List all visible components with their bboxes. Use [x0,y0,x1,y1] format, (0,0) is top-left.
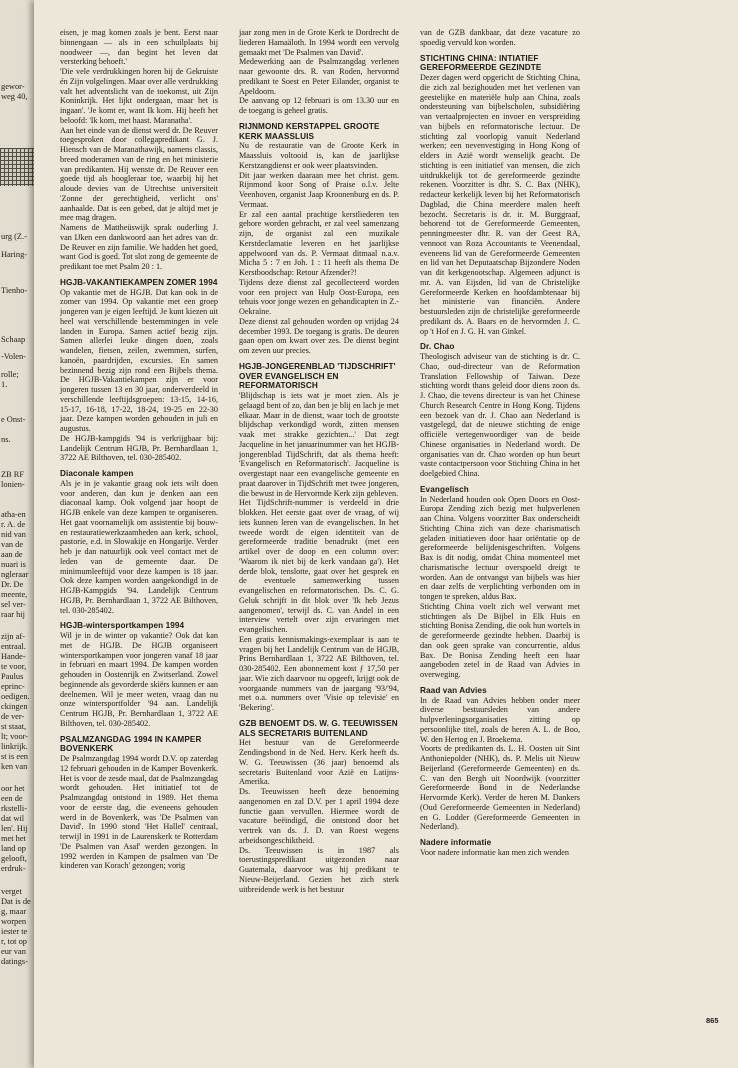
previous-page-text-fragment: Paulus [1,672,24,681]
article-heading: Evangelisch [420,484,469,494]
previous-page-text-fragment: eprinc- [1,682,25,691]
article-paragraph: Namens de Mattheüswijk sprak ouderling J. van IJken een dankwoord aan het adres van dr. De Reuver en zijn familie. We hadden het goed, want God is goed. Tot slot zong de gemeente de predikant toe met Psalm 20 : 1. [60,223,218,271]
previous-page-text-fragment: iester te [1,927,28,936]
previous-page-text-fragment: raar hij [1,610,25,619]
article-paragraph: Op vakantie met de HGJB. Dat kan ook in de zomer van 1994. Op vakantie met een groep jongeren van je eigen leeftijd. Je kunt kiezen uit heel wat verschillende bestemmingen in vele landen in Europa. Samen actief bezig zijn. Samen allerlei leuke dingen doen, zoals wandelen, fietsen, zeilen, zwemmen, surfen, kanoën, paardrijden, excursies. En samen bezinnend bezig zijn rond een Bijbels thema. De HGJB-Vakantiekampen zijn er voor jongeren tussen 13 en 30 jaar, onderverdeeld in verschillende leeftijdsgroepen: 13-15, 14-16, 15-17, 16-18, 17-22, 18-24, 19-25 en 22-30 jaar. Deze kampen worden gehouden in juli en augustus. [60,287,218,433]
previous-page-text-fragment: lonien- [1,480,25,489]
previous-page-text-fragment: len'. Hij [1,824,28,833]
article-paragraph: De aanvang op 12 februari is om 13.30 uur en de toegang is geheel gratis. [239,96,399,115]
previous-page-text-fragment: van de [1,540,24,549]
article-paragraph: Aan het einde van de dienst werd dr. De Reuver toegesproken door collegapredikant G. J. Hiensch van de Maranathawijk, namens classis, breed moderamen van de ring en het ministerie van predikanten. Hij wenste dr. De Reuver een goede tijd als hoogleraar toe, waarbij hij het aloude devies van de Utrechtse universiteit 'Zonne der gerechtigheid, verlicht ons' aanhaalde. Dat is een gebed, dat je altijd met je mee mag dragen. [60,125,218,223]
previous-page-text-fragment: entraal. [1,642,26,651]
article-paragraph: Ds. Teeuwissen is in 1987 als toerustingspredikant uitgezonden naar Guatemala, daarvoor was hij predikant te Nieuw-Beijerland. Gezien het zich sterk uitbreidende werk is het bestuur [239,845,399,894]
previous-page-text-fragment: r. A. de [1,520,26,529]
previous-page-text-fragment: oor het [1,784,25,793]
article-paragraph: eisen, je mag komen zoals je bent. Eerst naar binnengaan — als in een schuilplaats bij noodweer —, dan begint het leven dat versterking behoeft.' [60,28,218,67]
article-paragraph: jaar zong men in de Grote Kerk te Dordrecht de liederen Hamaäloth. In 1994 wordt een vervolg gemaakt met 'De Psalmen van David'. [239,28,399,57]
previous-page-text-fragment: rolle; [1,370,19,379]
article-heading: HGJB-JONGERENBLAD 'TIJDSCHRIFT' OVER EVANGELISCH EN REFORMATORISCH [239,361,396,391]
article-heading: Nadere informatie [420,838,492,847]
previous-page-text-fragment: Dat is de [1,897,31,906]
previous-page-text-fragment: st is een [1,752,28,761]
article-heading: RIJNMOND KERSTAPPEL GROOTE KERK MAASSLUIS [239,121,380,141]
page-number: 865 [706,1016,719,1025]
previous-page-text-fragment: erdruk- [1,864,26,873]
article-heading: Dr. Chao [420,342,455,352]
previous-page-text-fragment: e Onst- [1,415,26,424]
previous-page-text-fragment: nid van [1,530,26,539]
article-paragraph: Theologisch adviseur van de stichting is dr. C. Chao, oud-directeur van de Reformation Translation Fellowship of Taiwan. Deze stichting wordt thans geleid door diens zoon ds. J. Chao, die tevens directeur is van het Chinese Church Research Centre in Hong Kong. Tijdens een bezoek van dr. J. Chao aan Nederland is vastgelegd, dat de nieuwe stichting de enige officiële vertegenwoordiger van de beide Chinese organisaties in Nederland wordt. De organisaties van dr. Chao worden op hun beurt vaste contactpersoon voor Stichting China in het doelgebied China. [420,352,580,478]
previous-page-text-fragment: lt; voor- [1,732,29,741]
previous-page-text-fragment: Tienho- [1,286,28,295]
article-paragraph: Ds. Teeuwissen heeft deze benoeming aangenomen en zal D.V. per 1 april 1994 deze functie gaan vervullen. Hiermee wordt de vacature beëindigd, die ontstond door het vertrek van ds. J. D. van Roest wegens arbeidsongeschiktheid. [239,787,399,845]
article-paragraph: 'Blijdschap is iets wat je moet zien. Als je gelaagd bent of zo, dan ben je blij en lach je met elkaar. Maar in de dienst, waar toch de grootste blijdschap verkondigd wordt, zitten mensen vaak met strakke gezichten...' Dat zegt Jacqueline in het januarinummer van het HGJB-jongerenblad TijdSchrift, dat als thema heeft: 'Evangelisch en Reformatorisch'. Jacqueline is overgestapt naar een evangelische gemeente en praat daarover in TijdSchrift met twee jongeren, die bewust in de Hervormde Kerk zijn gebleven. [239,391,399,498]
article-paragraph: De HGJB-kampgids '94 is verkrijgbaar bij: Landelijk Centrum HGJB, Pr. Bernhardlaan 1, 3722 AE Bilthoven, tel. 030-285402. [60,433,218,463]
article-heading: STICHTING CHINA: INTIATIEF GEREFORMEERDE GEZINDTE [420,53,542,73]
article-paragraph: In Nederland houden ook Open Doors en Oost-Europa Zending zich bezig met hulpverlenen aan China. Volgens voorzitter Bax onderscheidt Stichting China zich van deze charismatisch geladen initiatieven door haar oriëntatie op de gereformeerde belijdenisgeschriften. Volgens Bax is dit nodig, omdat China momenteel met charismatische lectuur overspoeld dreigt te worden. Aan de ontvangst van bijbels was hier en daar zelfs de verplichting verbonden om in tongen te spreken, aldus Bax. [420,494,580,601]
previous-page-text-fragment: urg (Z.- [1,232,27,241]
article-paragraph: Voorts de predikanten ds. L. H. Oosten uit Sint Anthoniepolder (NHK), ds. P. Melis uit Nieuw Beijerland (Gereformeerde Gemeenten) en ds. C. van den Bergh uit Noordwijk (voorzitter Gereformeerde Bond in de Nederlandse Hervormde Kerk). Verder de heren M. Dankers (Oud Gereformeerde Gemeenten in Nederland) en G. Lodder (Gereformeerde Gemeenten in Nederland). [420,744,580,832]
previous-page-text-fragment: Haring- [1,250,28,259]
article-paragraph: Als je in je vakantie graag ook iets wilt doen voor anderen, dan kun je denken aan een diaconaal kamp. Ook volgend jaar hoopt de HGJB enkele van deze kampen te organiseren. Het gaat voornamelijk om assistentie bij bouw- en restauratiewerkzaamheden aan kerk, school, pastorie, e.d. in Slowakije en Hongarije. Verder heb je dan natuurlijk ook veel contact met de leden van de gemeente daar. De minimumleeftijd voor deze kampen is 18 jaar. Ook deze kampen worden aangekondigd in de HGJB-Kampgids '94. Landelijk Centrum HGJB, Pr. Bernhardlaan 1, 3722 AE Bilthoven, tel. 030-285402. [60,478,218,615]
previous-page-text-fragment: rkstelli- [1,804,28,813]
article-paragraph: Een gratis kennismakings-exemplaar is aan te vragen bij het Landelijk Centrum van de HGJB, Prins Bernhardlaan 1, 3722 AE Bilthoven, tel. 030-285402. Een abonnement kost ƒ 17,50 per jaar. Wie zich daarvoor nu opgeeft, krijgt ook de voorgaande nummers van de jaargang '93/'94, met o.a. nummers over 'Visie op televisie' en 'Bekering'. [239,634,399,712]
article-heading: PSALMZANGDAG 1994 IN KAMPER BOVENKERK [60,734,202,754]
previous-page-text-fragment: Hande- [1,652,26,661]
previous-page-text-fragment: atha-en [1,510,26,519]
article-paragraph: Nu de restauratie van de Groote Kerk in Maassluis voltooid is, kan de jaarlijkse Kerstzangdienst er ook weer plaatsvinden. [239,141,399,170]
previous-page-text-fragment: -Volen- [1,352,26,361]
previous-page-text-fragment: dat wil [1,814,25,823]
previous-page-text-fragment: een de [1,794,23,803]
article-paragraph: Medewerking aan de Psalmzangdag verlenen naar gewoonte drs. R. van Roden, hervormd predikant te Soest en Peter Eilander, organist te Apeldoorn. [239,57,399,96]
previous-page-text-fragment: st staat, [1,722,27,731]
article-heading: Raad van Advies [420,685,487,695]
article-paragraph: De Psalmzangdag 1994 wordt D.V. op zaterdag 12 februari gehouden in de Kamper Bovenkerk. Het is voor de zesde maal, dat de Psalmzangdag wordt gehouden. Het initiatief tot de Psalmzangdag ontstond in 1989. Het thema voor de eerste dag, die eveneens gehouden werd in de Bovenkerk, was 'De Psalmen van David'. In 1990 stond 'Het Hallel' centraal, terwijl in 1991 in de Laurenskerk te Rotterdam 'De Psalmen van Asaf' werden gezongen. In 1992 werden in Kampen de psalmen van 'De kinderen van Korach' gezongen; vorig [60,754,218,871]
article-paragraph: In de Raad van Advies hebben onder meer diverse bestuursleden van andere hulpverleningsorganisaties zitting op persoonlijke titel, zoals de heren A. L. de Boo, W. den Hertog en J. Broekema. [420,695,580,744]
previous-page-text-fragment: verget [1,887,22,896]
article-paragraph: Er zal een aantal prachtige kerstliederen ten gehore worden gebracht, er zal veel samenzang zijn, de organist zal een muzikale Kerstdeclamatie leveren en het jaarlijkse appelwoord van ds. P. Vermaat ditmaal n.a.v. Micha 5 : 7 en Joh. 1 : 11 heeft als thema De Kerstboodschap: Retour Afzender?! [239,209,399,277]
previous-page-text-fragment: g, maar [1,907,27,916]
previous-page-text-fragment: land op [1,844,26,853]
previous-page-text-fragment: r, tot op [1,937,27,946]
column-right [420,28,580,858]
article-paragraph: Wil je in de winter op vakantie? Ook dat kan met de HGJB. De HGJB organiseert wintersportkampen voor jongeren vanaf 18 jaar in februari en maart 1994. De kampen worden gehouden in Oostenrijk en Zwitserland. Zowel beginnende als gevorderde skiërs kunnen er aan deelnemen. Wil je meer weten, vraag dan nu onze wintersportfolder '94 aan. Landelijk Centrum HGJB, Pr. Bernhardlaan 1, 3722 AE Bilthoven, tel. 030-285402. [60,631,218,728]
previous-page-text-fragment: te voor, [1,662,27,671]
previous-page-edge [0,0,36,1068]
article-heading: HGJB-VAKANTIEKAMPEN ZOMER 1994 [60,277,218,287]
article-paragraph: Het bestuur van de Gereformeerde Zendingsbond in de Ned. Herv. Kerk heeft ds. W. G. Teeuwissen (36 jaar) benoemd als secretaris Buitenland voor Azië en Latijns-Amerika. [239,738,399,787]
previous-page-text-fragment: ken van [1,762,28,771]
article-paragraph: Voor nadere informatie kan men zich wenden [420,847,569,857]
article-paragraph: 'Die vele verdrukkingen horen bij de Gekruiste én Zijn volgelingen. Maar over alle verdrukking valt het adventslicht van de toekomst, uit Zijn Koninkrijk. Het lijkt ondergaan, maar het is ingaan'. 'Je komt er, want Ik kom. Hij heeft het beloofd: 'Ik kom, met haast. Maranatha'. [60,67,219,125]
previous-page-text-fragment: weg 40, [1,92,28,101]
previous-page-text-fragment: aan de [1,550,23,559]
previous-page-text-fragment: ZB RF [1,470,25,479]
column-left [60,28,218,871]
article-heading: HGJB-wintersportkampen 1994 [60,621,185,631]
previous-page-text-fragment: datings- [1,957,28,966]
previous-page-text-fragment: gewor- [1,82,25,91]
previous-page-text-fragment: meente, [1,590,28,599]
previous-page-text-fragment: zijn af- [1,632,25,641]
previous-page-text-fragment: oedigen. [1,692,30,701]
article-heading: GZB BENOEMT DS. W. G. TEEUWISSEN ALS SECRETARIS BUITENLAND [239,718,398,738]
article-paragraph: Deze dienst zal gehouden worden op vrijdag 24 december 1993. De toegang is gratis. De deuren gaan open om kwart over zes. De dienst begint om zeven uur precies. [239,316,399,355]
halftone-image-fragment [0,148,34,186]
article-paragraph: Stichting China voelt zich wel verwant met stichtingen als De Bijbel in Elk Huis en stichting Bonisa Zending, die ook hun wortels in de gereformeerde gezindte hebben. Daarbij is dan ook geen sprake van concurrentie, aldus Bax. De Bonisa Zending heeft een haar aangeboden zetel in de Raad van Advies in overweging. [420,601,580,679]
previous-page-text-fragment: 1. [1,380,8,389]
article-paragraph: van de GZB dankbaar, dat deze vacature zo spoedig vervuld kon worden. [420,28,580,47]
article-paragraph: Het TijdSchrift-nummer is verdeeld in drie blokken. Het eerste gaat over de vraag, of wij iets kunnen leren van de evangelischen. In het tweede wordt de eigen identiteit van de gereformeerde traditie benadrukt (met een artikel over de doop en een column over: 'Waarom ik niet bij de kerk vandaan ga'). Het derde blok, tenslotte, gaat over het gesprek en de eventuele samenwerking tussen evangelischen en reformatorischen. Ds. C. G. Geluk schrijft in dit blok over 'Ik heb Jezus aangenomen', terwijl ds. C. van Andel in een interview vertelt over zijn ervaringen met evangelischen. [239,498,399,634]
previous-page-text-fragment: ngleraar [1,570,29,579]
previous-page-text-fragment: met het [1,834,26,843]
previous-page-text-fragment: sel ver- [1,600,26,609]
article-paragraph: Tijdens deze dienst zal gecollecteerd worden voor een project van Hulp Oost-Europa, een tehuis voor jonge wezen en gehandicapten in Z.-Oekraïne. [239,277,399,316]
column-middle [239,28,399,894]
article-paragraph: Dit jaar werken daaraan mee het christ. gem. Rijnmond koor Song of Praise o.l.v. Jelte Veenhoven, organist Jaap Kroonenburg en ds. P. Vermaat. [239,170,399,209]
previous-page-text-fragment: eur van [1,947,26,956]
previous-page-text-fragment: worpen [1,917,27,926]
previous-page-text-fragment: gelooft, [1,854,27,863]
previous-page-text-fragment: Dr. De [1,580,24,589]
previous-page-text-fragment: linkrijk. [1,742,28,751]
article-heading: Diaconale kampen [60,469,134,478]
previous-page-text-fragment: ckingen [1,702,28,711]
article-paragraph: Dezer dagen werd opgericht de Stichting China, die zich zal bezighouden met het verlenen van geestelijke en materiële hulp aan China, zoals ondersteuning van bijbelscholen, subsidiëring van vertaalprojecten en invoer en verspreiding van bijbels en reformatorische lectuur. De stichting zal voorlopig vanuit Nederland werken; een nevenvestiging in Hong Kong of elders in Azië wordt wenselijk geacht. De stichting is een initiatief van mensen, die zich uitdrukkelijk tot de gereformeerde gezindte rekenen. Voorzitter is dhr. S. C. Bax (NHK), redacteur kerkelijk leven bij het Reformatorisch Dagblad, die China meerdere malen heeft bezocht. Secretaris is dr. ir. M. Burggraaf, behorend tot de Gereformeerde Gemeenten, penningmeester dhr. R. van der Geest RA, vennoot van Roza Accountants te Veenendaal, eveneens lid van de Gereformeerde Gemeenten en lid van het Deputaatschap Bijzondere Noden van dit kerkgenootschap. Algemeen adjunct is mr. A. van Eijsden, lid van de Christelijke Gereformeerde Kerken en hoofdambtenaar bij het ministerie van financiën. Andere bestuursleden zijn de christelijke gereformeerde predikant ds. A. Baars en de hervormden J. C. op 't Hof en J. G. H. van Ginkel. [420,73,580,336]
previous-page-text-fragment: nuari is [1,560,26,569]
previous-page-text-fragment: Schaap [1,335,26,344]
magazine-page [34,0,738,1068]
previous-page-text-fragment: de ver- [1,712,25,721]
previous-page-text-fragment: ns. [1,435,11,444]
